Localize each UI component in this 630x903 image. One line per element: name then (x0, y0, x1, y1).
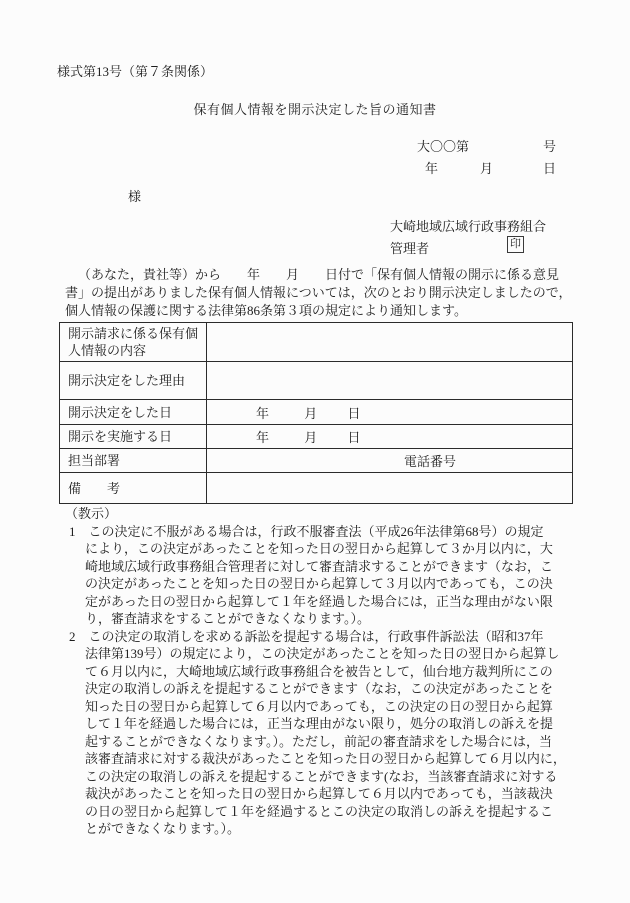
addressee-honorific: 様 (128, 189, 142, 204)
text-line: り，審査請求をすることができなくなります。）。 (85, 611, 370, 626)
text-line: して１年を経過した場合には，正当な理由がない限り，処分の取消しの訴えを提 (85, 716, 554, 731)
text-line: （あなた，貴社等）から 年 月 日付で「保有個人情報の開示に係る意見 (78, 267, 560, 282)
instructions-heading: （教示） (65, 506, 118, 521)
row6-label: 備 考 (68, 480, 121, 496)
instructions-item-2 (0, 628, 566, 838)
notice-table (59, 322, 573, 504)
row1-value-cell (207, 323, 573, 362)
row1-label: 開示請求に係る保有個人情報の内容 (68, 326, 199, 358)
header-day-label: 日 (543, 161, 557, 176)
text-line: 崎地域広域行政事務組合管理者に対して審査請求することができます（なお，こ (85, 558, 554, 574)
text-line: 定があった日の翌日から起算して１年を経過した場合には，正当な理由がない限 (85, 593, 553, 609)
doc-number-suffix: 号 (543, 139, 557, 154)
text-line: 1 この決定に不服がある場合は，行政不服審査法（平成26年法律第68号）の規定 (69, 523, 544, 539)
table-row (60, 362, 573, 400)
row5-value-cell (207, 449, 573, 473)
header-year-label: 年 (425, 161, 439, 176)
instructions-section (0, 505, 566, 838)
text-line: この決定の取消しの訴えを提起することができます(なお，当該審査請求に対する (85, 768, 558, 784)
year-label: 年 (256, 430, 270, 445)
doc-number-prefix: 大〇〇第 (417, 139, 470, 154)
day-label: 日 (347, 405, 361, 421)
table-row (60, 323, 573, 362)
sender-organization: 大崎地域広域行政事務組合 (390, 219, 547, 234)
row5-label: 担当部署 (68, 453, 121, 468)
text-line: 個人情報の保護に関する法律第86条第３項の規定により通知します。 (65, 303, 467, 318)
month-label: 月 (304, 430, 318, 445)
row2-value-cell (207, 362, 573, 400)
table-row (60, 400, 573, 425)
text-line: とができなくなります。）。 (85, 821, 240, 836)
row6-value-cell (207, 473, 573, 504)
day-label: 日 (347, 430, 361, 445)
row2-label: 開示決定をした理由 (68, 373, 186, 388)
text-line: て６月以内に，大崎地域広域行政事務組合を被告として，仙台地方裁判所にこの (85, 663, 553, 679)
text-line: の日の翌日から起算して１年を経過するとこの決定の取消しの訴えを提起するこ (85, 803, 554, 819)
form-number: 様式第13号（第７条関係） (57, 64, 214, 79)
row4-label: 開示を実施する日 (68, 429, 173, 444)
table-row (60, 425, 573, 449)
text-line: 法律第139号）の規定により，この決定があったことを知った日の翌日から起算し (85, 646, 560, 661)
intro-paragraph (57, 266, 571, 320)
instructions-item-1 (0, 523, 566, 628)
text-line: 書」の提出がありました保有個人情報については，次のとおり開示決定しましたので， (65, 285, 572, 300)
table-row (60, 473, 573, 504)
seal-placeholder: 印 (507, 236, 524, 253)
year-label: 年 (256, 405, 270, 421)
text-line: 2 この決定の取消しを求める訴訟を提起する場合は，行政事件訴訟法（昭和37年 (69, 628, 544, 644)
row4-date-cell (207, 425, 573, 449)
text-line: 知った日の翌日から起算して６月以内であっても，この決定の日の翌日から起算 (85, 698, 553, 714)
text-line: により，この決定があったことを知った日の翌日から起算して３か月以内に，大 (85, 541, 553, 556)
header-month-label: 月 (480, 161, 494, 176)
table-row (60, 449, 573, 473)
text-line: 裁決があったことを知った日の翌日から起算して６月以内であっても，当該裁決 (85, 786, 553, 801)
text-line: 決定の取消しの訴えを提起することができます（なお，この決定があったことを (85, 681, 553, 696)
row3-label: 開示決定をした日 (68, 404, 173, 420)
row3-date-cell (207, 400, 573, 425)
phone-number-label: 電話番号 (404, 454, 457, 469)
page-title: 保有個人情報を開示決定した旨の通知書 (193, 102, 437, 117)
sender-title: 管理者 (390, 241, 430, 256)
text-line: 該審査請求に対する裁決があったことを知った日の翌日から起算して６月以内に， (85, 751, 566, 766)
text-line: 起することができなくなります。）。ただし，前記の審査請求をした場合には，当 (85, 733, 552, 749)
month-label: 月 (304, 405, 318, 421)
text-line: の決定があったことを知った日の翌日から起算して３月以内であっても，この決 (85, 576, 553, 591)
